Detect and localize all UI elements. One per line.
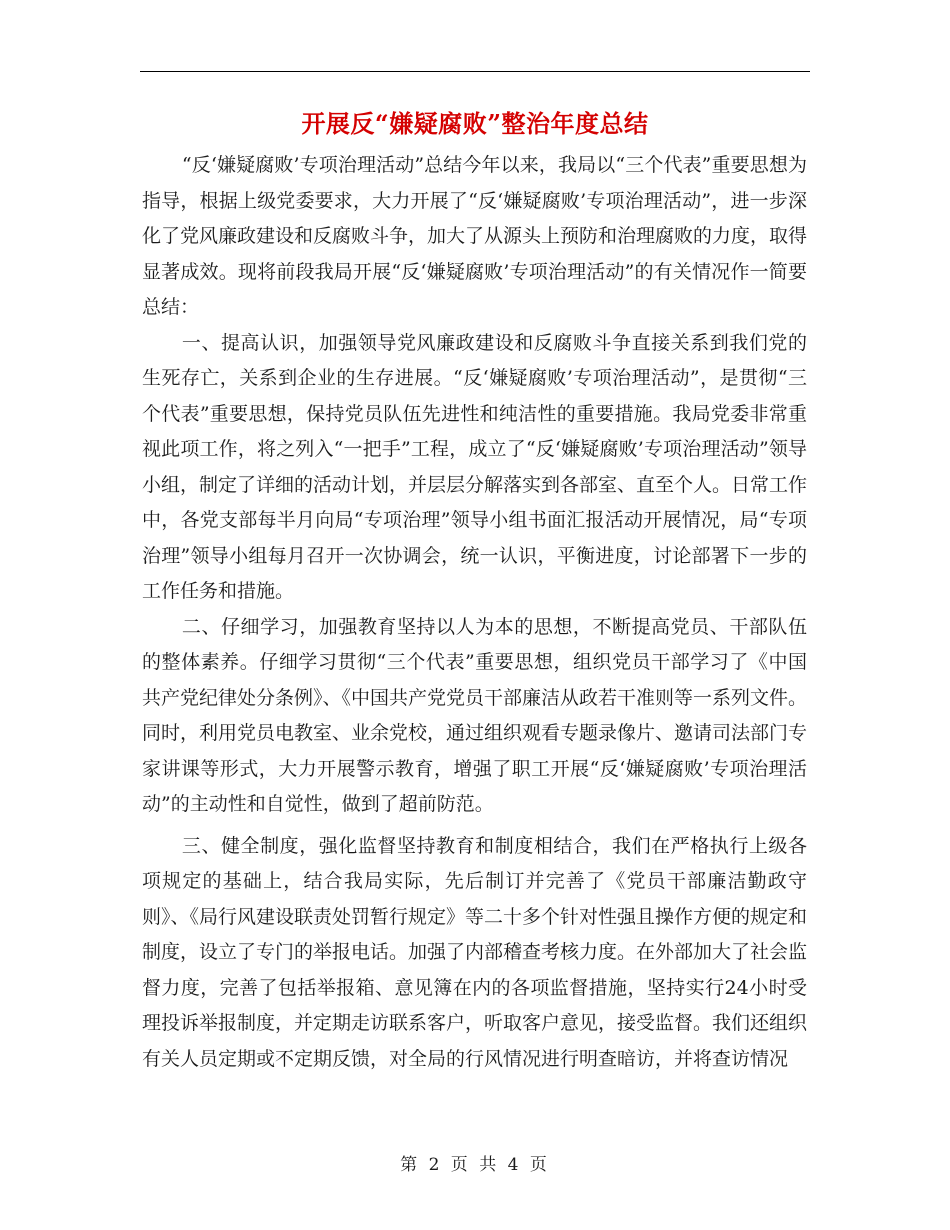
paragraph-section-2: 二、仔细学习，加强教育坚持以人为本的思想，不断提高党员、干部队伍的整体素养。仔细学习贯彻“三个代表”重要思想，组织党员干部学习了《中国共产党纪律处分条例》、《中国共产党党员干部廉洁从政若干准则等一系列文件。同时，利用党员电教室、业余党校，通过组织观看专题录像片、邀请司法部门专家讲课等形式，大力开展警示教育，增强了职工开展“反‘嫌疑腐败’专项治理活动”的主动性和自觉性，做到了超前防范。 xyxy=(142,615,808,815)
page-number-footer: 第 2 页 共 4 页 xyxy=(400,1155,550,1175)
document-body xyxy=(142,148,807,1077)
document-title: 开展反“嫌疑腐败”整治年度总结 xyxy=(301,109,649,138)
paragraph-section-3: 三、健全制度，强化监督坚持教育和制度相结合，我们在严格执行上级各项规定的基础上，结合我局实际，先后制订并完善了《党员干部廉洁勤政守则》、《局行风建设联责处罚暂行规定》等二十多个针对性强且操作方便的规定和制度，设立了专门的举报电话。加强了内部稽查考核力度。在外部加大了社会监督力度，完善了包括举报箱、意见簿在内的各项监督措施，坚持实行24小时受理投诉举报制度，并定期走访联系客户，听取客户意见，接受监督。我们还组织有关人员定期或不定期反馈，对全局的行风情况进行明查暗访，并将查访情况 xyxy=(142,834,808,1070)
paragraph-intro: “反‘嫌疑腐败’专项治理活动”总结今年以来，我局以“三个代表”重要思想为指导，根据上级党委要求，大力开展了“反‘嫌疑腐败’专项治理活动”，进一步深化了党风廉政建设和反腐败斗争，加大了从源头上预防和治理腐败的力度，取得显著成效。现将前段我局开展“反‘嫌疑腐败’专项治理活动”的有关情况作一简要总结： xyxy=(142,154,808,318)
header-rule xyxy=(140,71,810,72)
paragraph-section-1: 一、提高认识，加强领导党风廉政建设和反腐败斗争直接关系到我们党的生死存亡，关系到企业的生存进展。“反‘嫌疑腐败’专项治理活动”，是贯彻“三个代表”重要思想，保持党员队伍先进性和纯洁性的重要措施。我局党委非常重视此项工作，将之列入“一把手”工程，成立了“反‘嫌疑腐败’专项治理活动”领导小组，制定了详细的活动计划，并层层分解落实到各部室、直至个人。日常工作中，各党支部每半月向局“专项治理”领导小组书面汇报活动开展情况，局“专项治理”领导小组每月召开一次协调会，统一认识，平衡进度，讨论部署下一步的工作任务和措施。 xyxy=(142,331,808,602)
